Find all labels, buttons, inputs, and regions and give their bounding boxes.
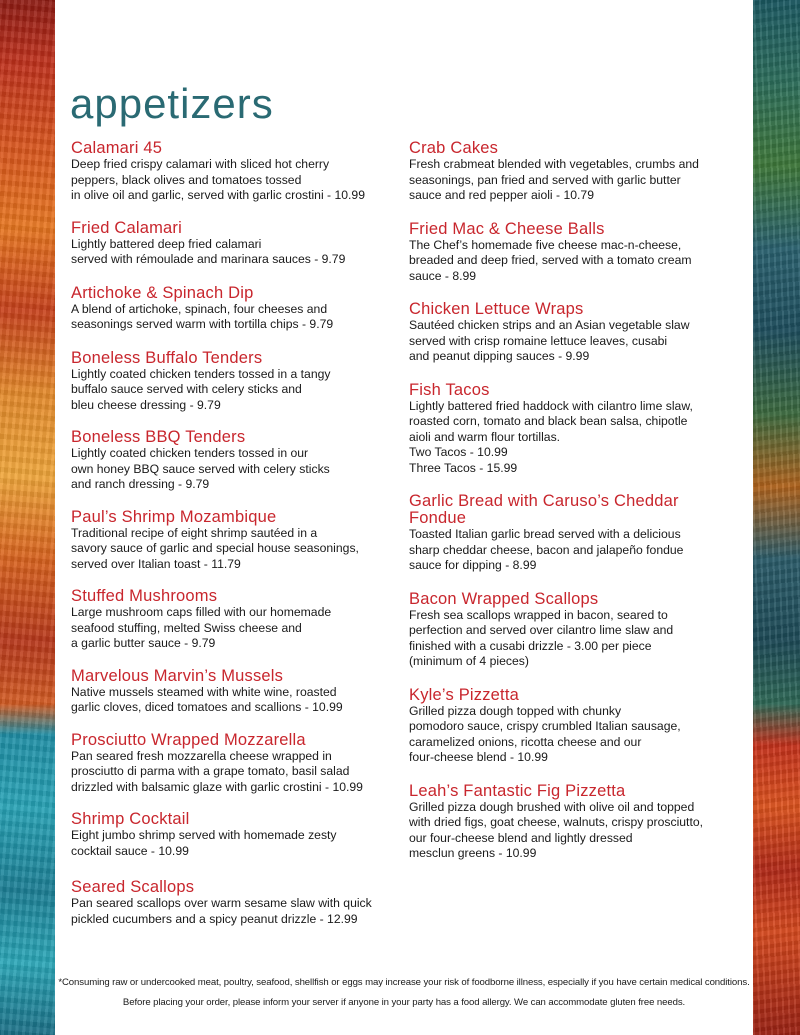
menu-item <box>71 140 401 204</box>
menu-item-description: Lightly coated chicken tenders tossed in a tangy buffalo sauce served with celery sticks and bleu cheese dressing - 9.79 <box>71 366 331 412</box>
menu-item <box>71 668 401 716</box>
menu-item-description: Sautéed chicken strips and an Asian vegetable slaw served with crisp romaine lettuce leaves, cusabi and peanut dipping sauces - 9.99 <box>409 318 690 363</box>
menu-item <box>71 220 401 268</box>
menu-item <box>71 879 401 927</box>
menu-item-description: The Chef’s homemade five cheese mac-n-cheese, breaded and deep fried, served with a tomato cream sauce - 8.99 <box>409 237 692 283</box>
painted-border-left <box>0 0 55 1035</box>
menu-item <box>71 811 401 859</box>
menu-item <box>71 285 401 333</box>
menu-item-description: Toasted Italian garlic bread served with a delicious sharp cheddar cheese, bacon and jalapeño fondue sauce for dipping - 8.99 <box>409 527 684 572</box>
menu-item <box>71 732 401 796</box>
menu-item-description: A blend of artichoke, spinach, four cheeses and seasonings served warm with tortilla chips - 9.79 <box>71 301 334 331</box>
menu-item-description: Lightly coated chicken tenders tossed in our own honey BBQ sauce served with celery sticks and ranch dressing - 9.79 <box>71 446 330 491</box>
menu-item-name: Shrimp Cocktail <box>71 810 190 828</box>
menu-item-name: Kyle’s Pizzetta <box>409 685 519 704</box>
consumption-warning: *Consuming raw or undercooked meat, poultry, seafood, shellfish or eggs may increase your risk of foodborne illness, especially if you have certain medical conditions. <box>58 977 750 988</box>
menu-item-name: Seared Scallops <box>71 878 195 896</box>
menu-item <box>409 221 749 285</box>
menu-item-description: Pan seared scallops over warm sesame slaw with quick pickled cucumbers and a spicy peanut drizzle - 12.99 <box>71 896 372 926</box>
menu-item-description: Native mussels steamed with white wine, roasted garlic cloves, diced tomatoes and scallions - 10.99 <box>71 684 343 714</box>
menu-item-description: Pan seared fresh mozzarella cheese wrapped in prosciutto di parma with a grape tomato, basil salad drizzled with balsamic glaze with garlic crostini - 10.99 <box>71 748 363 794</box>
menu-item-name: Prosciutto Wrapped Mozzarella <box>71 730 306 749</box>
menu-item-description: Fresh sea scallops wrapped in bacon, seared to perfection and served over cilantro lime slaw and finished with a cusabi drizzle - 3.00 per piece (minimum of 4 pieces) <box>409 607 674 668</box>
menu-column-right <box>409 140 749 862</box>
menu-item-description: Grilled pizza dough topped with chunky pomodoro sauce, crispy crumbled Italian sausage, caramelized onions, ricotta cheese and our four-cheese blend - 10.99 <box>409 703 681 764</box>
menu-item <box>409 687 749 766</box>
menu-item-description: Eight jumbo shrimp served with homemade zesty cocktail sauce - 10.99 <box>71 828 337 858</box>
page-title: appetizers <box>70 80 274 127</box>
menu-item-description: Grilled pizza dough brushed with olive oil and topped with dried figs, goat cheese, walnuts, crispy prosciutto, our four-cheese blend and lightly dressed mesclun greens - 10.99 <box>409 799 703 860</box>
menu-item-description: Lightly battered fried haddock with cilantro lime slaw, roasted corn, tomato and black bean salsa, chipotle aioli and warm flour tortillas. Two Tacos - 10.99 Three Tacos - 15.99 <box>409 398 693 475</box>
menu-item-name: Bacon Wrapped Scallops <box>409 589 599 608</box>
menu-item-name: Fish Tacos <box>409 380 490 399</box>
menu-item <box>409 783 749 862</box>
menu-item <box>71 429 401 493</box>
allergy-notice: Before placing your order, please inform your server if anyone in your party has a food allergy. We can accommodate gluten free needs. <box>122 997 686 1008</box>
menu-item-name: Garlic Bread with Caruso’s Cheddar Fondue <box>409 492 679 527</box>
menu-item <box>71 588 401 652</box>
menu-item-name: Crab Cakes <box>409 139 499 157</box>
menu-item-name: Fried Calamari <box>71 218 182 237</box>
menu-item-name: Calamari 45 <box>71 139 163 157</box>
menu-item-description: Deep fried crispy calamari with sliced hot cherry peppers, black olives and tomatoes tossed in olive oil and garlic, served with garlic crostini - 10.99 <box>71 157 365 202</box>
menu-item-name: Artichoke & Spinach Dip <box>71 283 254 302</box>
menu-item-description: Lightly battered deep fried calamari served with rémoulade and marinara sauces - 9.79 <box>71 236 346 266</box>
menu-item <box>71 509 401 573</box>
menu-item-name: Boneless Buffalo Tenders <box>71 348 263 367</box>
menu-item <box>409 591 749 670</box>
menu-item-description: Large mushroom caps filled with our homemade seafood stuffing, melted Swiss cheese and a garlic butter sauce - 9.79 <box>71 605 332 650</box>
menu-item-description: Traditional recipe of eight shrimp sautéed in a savory sauce of garlic and special house seasonings, served over Italian toast - 11.79 <box>71 525 359 571</box>
menu-item <box>409 301 749 365</box>
menu-item-name: Marvelous Marvin’s Mussels <box>71 666 284 685</box>
menu-item-name: Leah’s Fantastic Fig Pizzetta <box>409 781 626 800</box>
menu-item <box>409 140 749 204</box>
menu-item-name: Stuffed Mushrooms <box>71 587 218 605</box>
menu-item-name: Chicken Lettuce Wraps <box>409 300 584 318</box>
menu-column-left <box>71 140 401 927</box>
menu-item <box>409 382 749 477</box>
menu-item-description: Fresh crabmeat blended with vegetables, crumbs and seasonings, pan fried and served with garlic butter sauce and red pepper aioli - 10.79 <box>409 157 699 202</box>
menu-item <box>409 493 749 574</box>
painted-border-right <box>753 0 800 1035</box>
menu-item-name: Paul’s Shrimp Mozambique <box>71 507 277 526</box>
menu-item-name: Boneless BBQ Tenders <box>71 428 246 446</box>
menu-item-name: Fried Mac & Cheese Balls <box>409 219 605 238</box>
menu-item <box>71 350 401 414</box>
